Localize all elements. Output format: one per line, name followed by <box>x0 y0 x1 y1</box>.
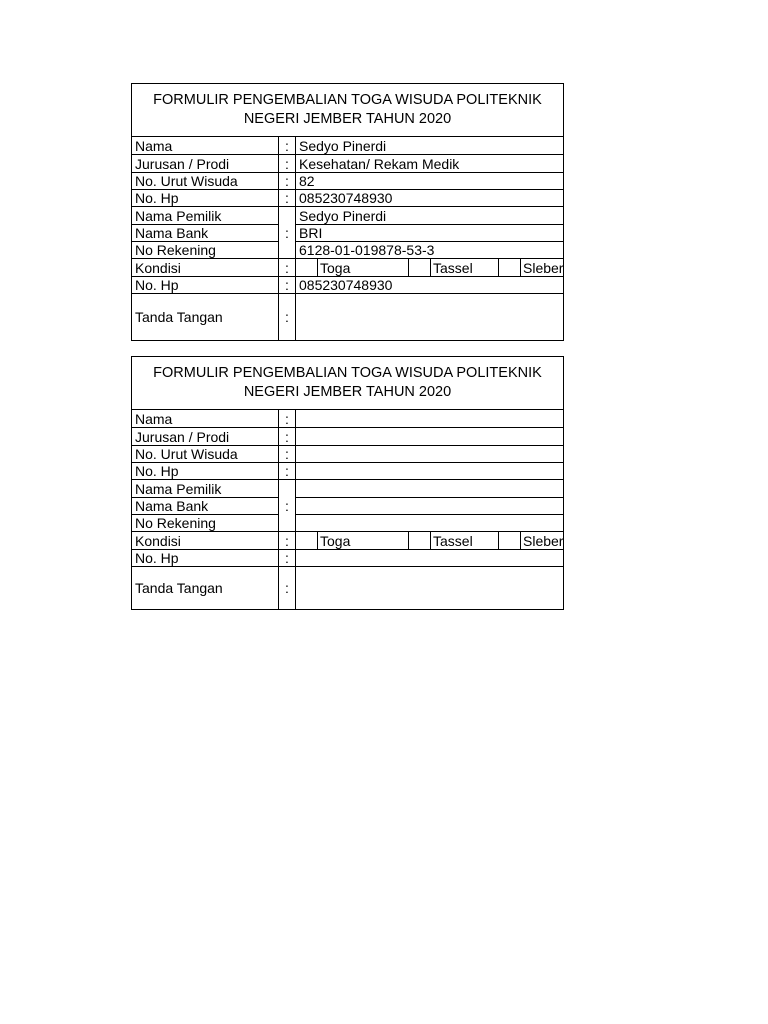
form-title-line2: NEGERI JEMBER TAHUN 2020 <box>243 111 452 127</box>
form-title-line1: FORMULIR PENGEMBALIAN TOGA WISUDA POLITEKNIK <box>153 365 542 381</box>
checkbox-tassel[interactable] <box>409 259 431 276</box>
label-no-hp: No. Hp <box>132 463 279 480</box>
colon: : <box>279 567 296 609</box>
option-tassel: Tassel <box>431 259 499 276</box>
checkbox-tassel[interactable] <box>409 532 431 549</box>
label-nama-bank: Nama Bank <box>132 225 279 242</box>
colon: : <box>279 137 296 155</box>
field-nama-pemilik[interactable] <box>296 480 563 498</box>
label-tanda-tangan: Tanda Tangan <box>132 567 279 609</box>
field-no-hp-2[interactable]: 085230748930 <box>296 277 563 294</box>
colon: : <box>279 190 296 207</box>
field-no-urut[interactable]: 82 <box>296 173 563 190</box>
form-title-line2: NEGERI JEMBER TAHUN 2020 <box>243 384 452 400</box>
label-kondisi: Kondisi <box>132 259 279 277</box>
form-fields <box>132 137 563 340</box>
field-jurusan[interactable]: Kesehatan/ Rekam Medik <box>296 155 563 173</box>
field-nama-pemilik[interactable]: Sedyo Pinerdi <box>296 207 563 225</box>
colon: : <box>279 173 296 190</box>
checkbox-toga[interactable] <box>296 532 318 549</box>
field-nama-bank[interactable] <box>296 498 563 515</box>
label-nama-pemilik: Nama Pemilik <box>132 207 279 225</box>
option-sleber: Sleber <box>523 259 563 276</box>
checkbox-sleber[interactable] <box>499 259 521 276</box>
field-nama[interactable]: Sedyo Pinerdi <box>296 137 563 155</box>
colon: : <box>279 463 296 480</box>
return-form-filled <box>131 83 564 341</box>
field-nama[interactable] <box>296 410 563 428</box>
colon: : <box>279 446 296 463</box>
label-jurusan: Jurusan / Prodi <box>132 155 279 173</box>
colon: : <box>279 410 296 428</box>
label-nama: Nama <box>132 410 279 428</box>
field-no-hp-2[interactable] <box>296 550 563 567</box>
option-toga: Toga <box>318 259 409 276</box>
colon: : <box>279 550 296 567</box>
form-title-line1: FORMULIR PENGEMBALIAN TOGA WISUDA POLITEKNIK <box>153 92 542 108</box>
label-no-hp-2: No. Hp <box>132 277 279 294</box>
option-toga: Toga <box>318 532 409 549</box>
label-nama-bank: Nama Bank <box>132 498 279 515</box>
field-no-hp[interactable]: 085230748930 <box>296 190 563 207</box>
colon: : <box>279 277 296 294</box>
kondisi-options <box>296 532 563 550</box>
field-no-rekening[interactable]: 6128-01-019878-53-3 <box>296 242 563 259</box>
field-nama-bank[interactable]: BRI <box>296 225 563 242</box>
option-tassel: Tassel <box>431 532 499 549</box>
option-sleber: Sleber <box>523 532 563 549</box>
form-title <box>132 84 563 137</box>
colon: : <box>279 259 296 277</box>
return-form-blank <box>131 356 564 610</box>
field-tanda-tangan[interactable] <box>296 567 563 609</box>
field-tanda-tangan[interactable] <box>296 294 563 340</box>
kondisi-options <box>296 259 563 277</box>
label-kondisi: Kondisi <box>132 532 279 550</box>
colon: : <box>279 207 296 259</box>
label-no-urut: No. Urut Wisuda <box>132 173 279 190</box>
field-jurusan[interactable] <box>296 428 563 446</box>
colon: : <box>279 155 296 173</box>
label-nama: Nama <box>132 137 279 155</box>
label-no-urut: No. Urut Wisuda <box>132 446 279 463</box>
colon: : <box>279 480 296 532</box>
label-nama-pemilik: Nama Pemilik <box>132 480 279 498</box>
field-no-hp[interactable] <box>296 463 563 480</box>
label-no-rekening: No Rekening <box>132 242 279 259</box>
colon: : <box>279 294 296 340</box>
form-title <box>132 357 563 410</box>
colon: : <box>279 428 296 446</box>
checkbox-toga[interactable] <box>296 259 318 276</box>
label-no-hp: No. Hp <box>132 190 279 207</box>
label-no-hp-2: No. Hp <box>132 550 279 567</box>
colon: : <box>279 532 296 550</box>
label-tanda-tangan: Tanda Tangan <box>132 294 279 340</box>
label-jurusan: Jurusan / Prodi <box>132 428 279 446</box>
checkbox-sleber[interactable] <box>499 532 521 549</box>
label-no-rekening: No Rekening <box>132 515 279 532</box>
field-no-rekening[interactable] <box>296 515 563 532</box>
field-no-urut[interactable] <box>296 446 563 463</box>
form-fields <box>132 410 563 609</box>
